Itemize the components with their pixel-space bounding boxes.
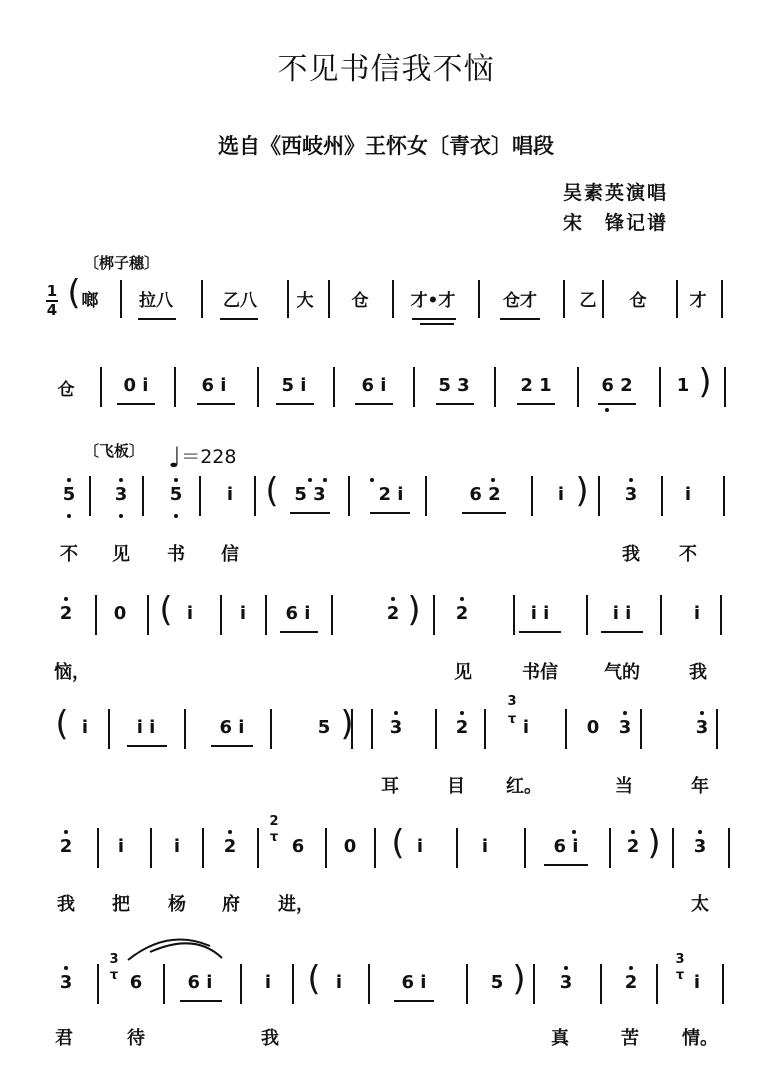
lyric-char: 府: [222, 894, 240, 915]
subtitle: 选自《西岐州》王怀女〔青衣〕唱段: [218, 134, 554, 158]
note-token: 0: [343, 836, 357, 857]
note-token: i: [173, 836, 181, 857]
paren: ): [647, 823, 661, 863]
tempo-value: ＝228: [181, 446, 237, 468]
note-token: 仓: [57, 380, 75, 400]
performer-credit: 吴素英演唱: [563, 182, 669, 204]
lyric-char: 我: [689, 662, 707, 683]
lyric-char: 年: [691, 776, 709, 797]
note-token: 2: [626, 836, 640, 857]
paren: (: [265, 471, 279, 511]
note-token: 仓: [351, 291, 369, 311]
note-token: i: [684, 484, 692, 505]
note-token: i: [239, 603, 247, 624]
note-token: 2 i: [378, 484, 404, 505]
note-token: i: [186, 603, 194, 624]
note-token: 2: [59, 603, 73, 624]
grace-note: τ: [675, 968, 685, 983]
note-token: 2: [455, 603, 469, 624]
note-token: i: [693, 603, 701, 624]
paren: ): [407, 590, 421, 630]
paren: (: [159, 590, 173, 630]
note-token: 5: [490, 972, 504, 993]
note-token: 仓: [629, 291, 647, 311]
note-token: 3: [693, 836, 707, 857]
note-token: 6 i: [553, 836, 579, 857]
note-token: 2: [386, 603, 400, 624]
time-signature-bottom: 4: [46, 301, 58, 319]
note-token: i: [117, 836, 125, 857]
grace-note: 3: [109, 952, 119, 967]
note-token: 3: [618, 717, 632, 738]
lyric-char: 恼，: [54, 662, 90, 683]
lyric-char: 苦: [621, 1028, 639, 1049]
paren: (: [307, 959, 321, 999]
lyric-char: 不: [679, 544, 697, 565]
lyric-char: 杨: [168, 894, 186, 915]
note-token: 0 i: [123, 375, 149, 396]
quarter-note-icon: ♩: [168, 441, 182, 474]
note-token: 仓才: [503, 291, 537, 311]
note-token: i: [481, 836, 489, 857]
note-token: 才•才: [410, 291, 456, 311]
note-token: i i: [530, 603, 550, 624]
lyric-char: 见: [112, 544, 130, 565]
grace-note: 3: [507, 694, 517, 709]
note-token: 5: [317, 717, 331, 738]
page-title: 不见书信我不恼: [277, 52, 495, 87]
lyric-char: 把: [112, 894, 130, 915]
lyric-char: 目: [447, 776, 465, 797]
note-token: 2: [223, 836, 237, 857]
note-token: 6 i: [401, 972, 427, 993]
lyric-char: 气的: [604, 662, 640, 683]
note-token: i i: [612, 603, 632, 624]
note-token: 大: [296, 291, 314, 311]
note-token: i: [416, 836, 424, 857]
note-token: i: [264, 972, 272, 993]
note-token: i: [557, 484, 565, 505]
note-token: i: [226, 484, 234, 505]
paren: ): [512, 959, 526, 999]
note-token: 3: [59, 972, 73, 993]
note-token: 1: [676, 375, 690, 396]
note-token: 5 3: [294, 484, 326, 505]
lyric-char: 太: [691, 894, 709, 915]
section-label-bangzi: 〔梆子穗〕: [84, 254, 160, 272]
note-token: 啷: [81, 291, 99, 311]
note-token: i: [81, 717, 89, 738]
note-token: 2: [455, 717, 469, 738]
note-token: 5: [62, 484, 76, 505]
note-token: 3: [624, 484, 638, 505]
note-token: 6 i: [361, 375, 387, 396]
note-token: 6: [291, 836, 305, 857]
paren: (: [391, 823, 405, 863]
note-token: 6 i: [285, 603, 311, 624]
note-token: 乙八: [223, 291, 257, 311]
lyric-char: 红。: [506, 776, 542, 797]
note-token: 6 i: [201, 375, 227, 396]
note-token: 5 3: [438, 375, 470, 396]
lyric-char: 进，: [278, 894, 314, 915]
lyric-char: 见: [454, 662, 472, 683]
note-token: 6 i: [187, 972, 213, 993]
note-token: 2: [59, 836, 73, 857]
note-token: 3: [695, 717, 709, 738]
note-token: 6 2: [469, 484, 501, 505]
grace-note: τ: [269, 830, 279, 845]
note-token: 0: [586, 717, 600, 738]
note-token: 2 1: [520, 375, 552, 396]
grace-note: τ: [507, 712, 517, 727]
note-token: i: [335, 972, 343, 993]
note-token: 6: [129, 972, 143, 993]
section-label-feiban: 〔飞板〕: [84, 442, 145, 460]
lyric-char: 真: [551, 1028, 569, 1049]
lyric-char: 书: [167, 544, 185, 565]
note-token: 5: [169, 484, 183, 505]
paren: (: [67, 273, 81, 313]
lyric-char: 信: [221, 544, 239, 565]
slur-arc: [128, 940, 210, 960]
slur-arc: [150, 943, 222, 958]
lyric-char: 君: [55, 1028, 73, 1049]
note-token: 2: [624, 972, 638, 993]
lyric-char: 耳: [381, 776, 399, 797]
note-token: 5 i: [281, 375, 307, 396]
lyric-char: 情。: [682, 1028, 718, 1049]
lyric-char: 我: [622, 544, 640, 565]
lyric-char: 不: [60, 544, 78, 565]
note-token: 0: [113, 603, 127, 624]
lyric-char: 当: [615, 776, 633, 797]
paren: ): [575, 471, 589, 511]
grace-note: 2: [269, 814, 279, 829]
lyric-char: 待: [127, 1028, 145, 1049]
lyric-char: 书信: [522, 662, 558, 683]
lyric-char: 我: [261, 1028, 279, 1049]
note-token: i: [693, 972, 701, 993]
note-token: 6 i: [219, 717, 245, 738]
paren: (: [55, 704, 69, 744]
paren: ): [340, 704, 354, 744]
note-token: i: [522, 717, 530, 738]
note-token: 乙: [579, 291, 597, 311]
note-token: i i: [136, 717, 156, 738]
grace-note: τ: [109, 968, 119, 983]
note-token: 6 2: [601, 375, 633, 396]
paren: ): [698, 362, 712, 402]
lyric-char: 我: [57, 894, 75, 915]
note-token: 3: [389, 717, 403, 738]
grace-note: 3: [675, 952, 685, 967]
note-token: 3: [559, 972, 573, 993]
transcriber-credit: 宋 锋记谱: [563, 212, 669, 234]
time-signature-top: 1: [46, 282, 58, 300]
note-token: 才: [689, 291, 707, 311]
note-token: 拉八: [139, 291, 173, 311]
note-token: 3: [114, 484, 128, 505]
